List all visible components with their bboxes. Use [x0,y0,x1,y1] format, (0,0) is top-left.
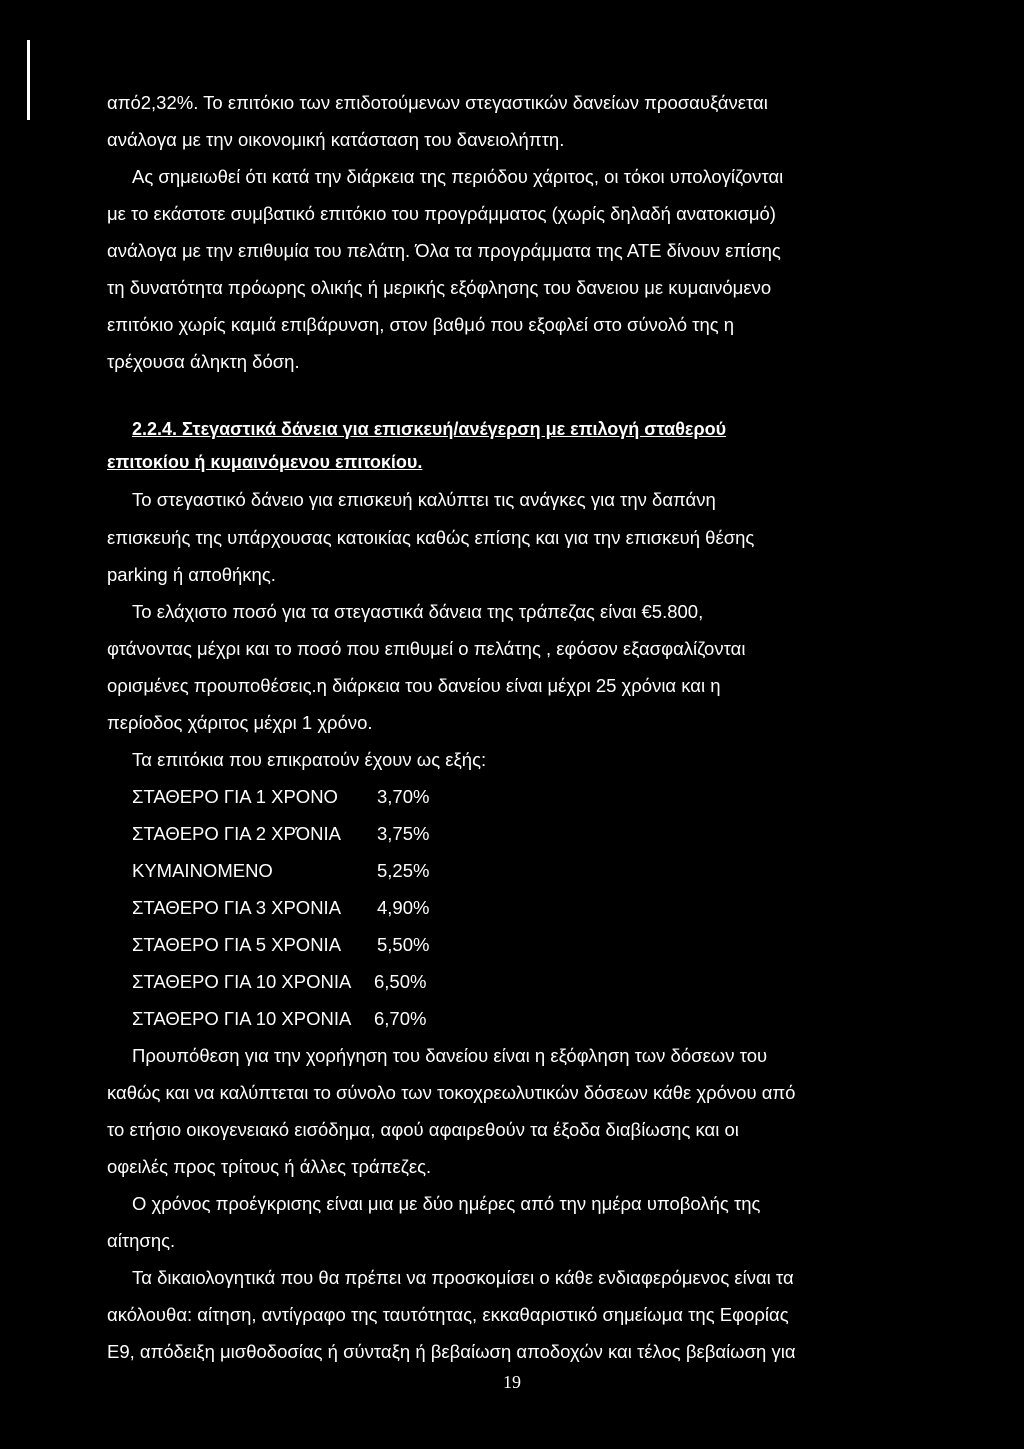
section-heading: επιτοκίου ή κυμαινόμενου επιτοκίου. [107,452,423,472]
page-number: 19 [503,1372,521,1392]
text-line: αίτησης. [107,1230,176,1251]
rate-name: ΣΤΑΘΕΡΟ ΓΙΑ 10 ΧΡΟΝΙΑ [132,971,352,992]
rate-name: ΣΤΑΘΕΡΟ ΓΙΑ 2 ΧΡΌΝΙΑ [132,823,341,844]
text-line: τρέχουσα άληκτη δόση. [107,351,300,372]
rate-name: ΣΤΑΘΕΡΟ ΓΙΑ 1 ΧΡΟΝΟ [132,786,338,807]
text-line: ακόλουθα: αίτηση, αντίγραφο της ταυτότητας, εκκαθαριστικό σημείωμα της Εφορίας [107,1304,789,1325]
text-line: Το ελάχιστο ποσό για τα στεγαστικά δάνεια της τράπεζας είναι €5.800, [132,601,704,622]
text-line: ανάλογα με την οικονομική κατάσταση του δανειολήπτη. [107,129,565,150]
text-line: καθώς και να καλύπτεται το σύνολο των τοκοχρεωλυτικών δόσεων κάθε χρόνου από [107,1082,796,1103]
text-line: επισκευής της υπάρχουσας κατοικίας καθώς επίσης και για την επισκευή θέσης [107,527,755,548]
rate-value: 6,50% [374,971,427,992]
text-line: επιτόκιο χωρίς καμιά επιβάρυνση, στον βαθμό που εξοφλεί στο σύνολό της η [107,314,735,335]
rate-value: 3,75% [377,823,430,844]
rate-value: 5,25% [377,860,430,881]
text-line: Ε9, απόδειξη μισθοδοσίας ή σύνταξη ή βεβαίωση αποδοχών και τέλος βεβαίωση για [107,1341,796,1362]
rate-value: 5,50% [377,934,430,955]
text-line: parking ή αποθήκης. [107,564,276,585]
text-line: ορισμένες προυποθέσεις.η διάρκεια του δανείου είναι μέχρι 25 χρόνια και η [107,675,721,696]
text-line: οφειλές προς τρίτους ή άλλες τράπεζες. [107,1156,432,1177]
section-heading: 2.2.4. Στεγαστικά δάνεια για επισκευή/ανέγερση με επιλογή σταθερού [132,419,727,439]
text-line: Το στεγαστικό δάνειο για επισκευή καλύπτει τις ανάγκες για την δαπάνη [132,489,716,510]
rate-value: 4,90% [377,897,430,918]
text-line: φτάνοντας μέχρι και το ποσό που επιθυμεί ο πελάτης , εφόσον εξασφαλίζονται [107,638,746,659]
rate-name: ΣΤΑΘΕΡΟ ΓΙΑ 5 ΧΡΟΝΙΑ [132,934,342,955]
rate-name: ΣΤΑΘΕΡΟ ΓΙΑ 3 ΧΡΟΝΙΑ [132,897,342,918]
text-line [107,92,897,114]
text-line: το ετήσιο οικογενειακό εισόδημα, αφού αφαιρεθούν τα έξοδα διαβίωσης και οι [107,1119,739,1140]
justified-text: από2,32%. Το επιτόκιο των επιδοτούμενων στεγαστικών δανείων προσαυξάνεται [107,92,768,113]
text-line: τη δυνατότητα πρόωρης ολικής ή μερικής εξόφλησης του δανειου με κυμαινόμενο [107,277,772,298]
text-line: περίοδος χάριτος μέχρι 1 χρόνο. [107,712,373,733]
rates-intro: Τα επιτόκια που επικρατούν έχουν ως εξής: [132,749,487,770]
text-line: Τα δικαιολογητικά που θα πρέπει να προσκομίσει ο κάθε ενδιαφερόμενος είναι τα [132,1267,794,1288]
text-line: Ας σημειωθεί ότι κατά την διάρκεια της περιόδου χάριτος, οι τόκοι υπολογίζονται [132,166,784,187]
text-line: με το εκάστοτε συμβατικό επιτόκιο του προγράμματος (χωρίς δηλαδή ανατοκισμό) [107,203,776,224]
text-line: Προυπόθεση για την χορήγηση του δανείου είναι η εξόφληση των δόσεων του [132,1045,768,1066]
rate-name: ΚΥΜΑΙΝΟΜΕΝΟ [132,860,273,881]
rate-name: ΣΤΑΘΕΡΟ ΓΙΑ 10 ΧΡΟΝΙΑ [132,1008,352,1029]
rate-value: 6,70% [374,1008,427,1029]
text-line: ανάλογα με την επιθυμία του πελάτη. Όλα τα προγράμματα της ΑΤΕ δίνουν επίσης [107,240,781,261]
rate-value: 3,70% [377,786,430,807]
text-line: Ο χρόνος προέγκρισης είναι μια με δύο ημέρες από την ημέρα υποβολής της [132,1193,761,1214]
